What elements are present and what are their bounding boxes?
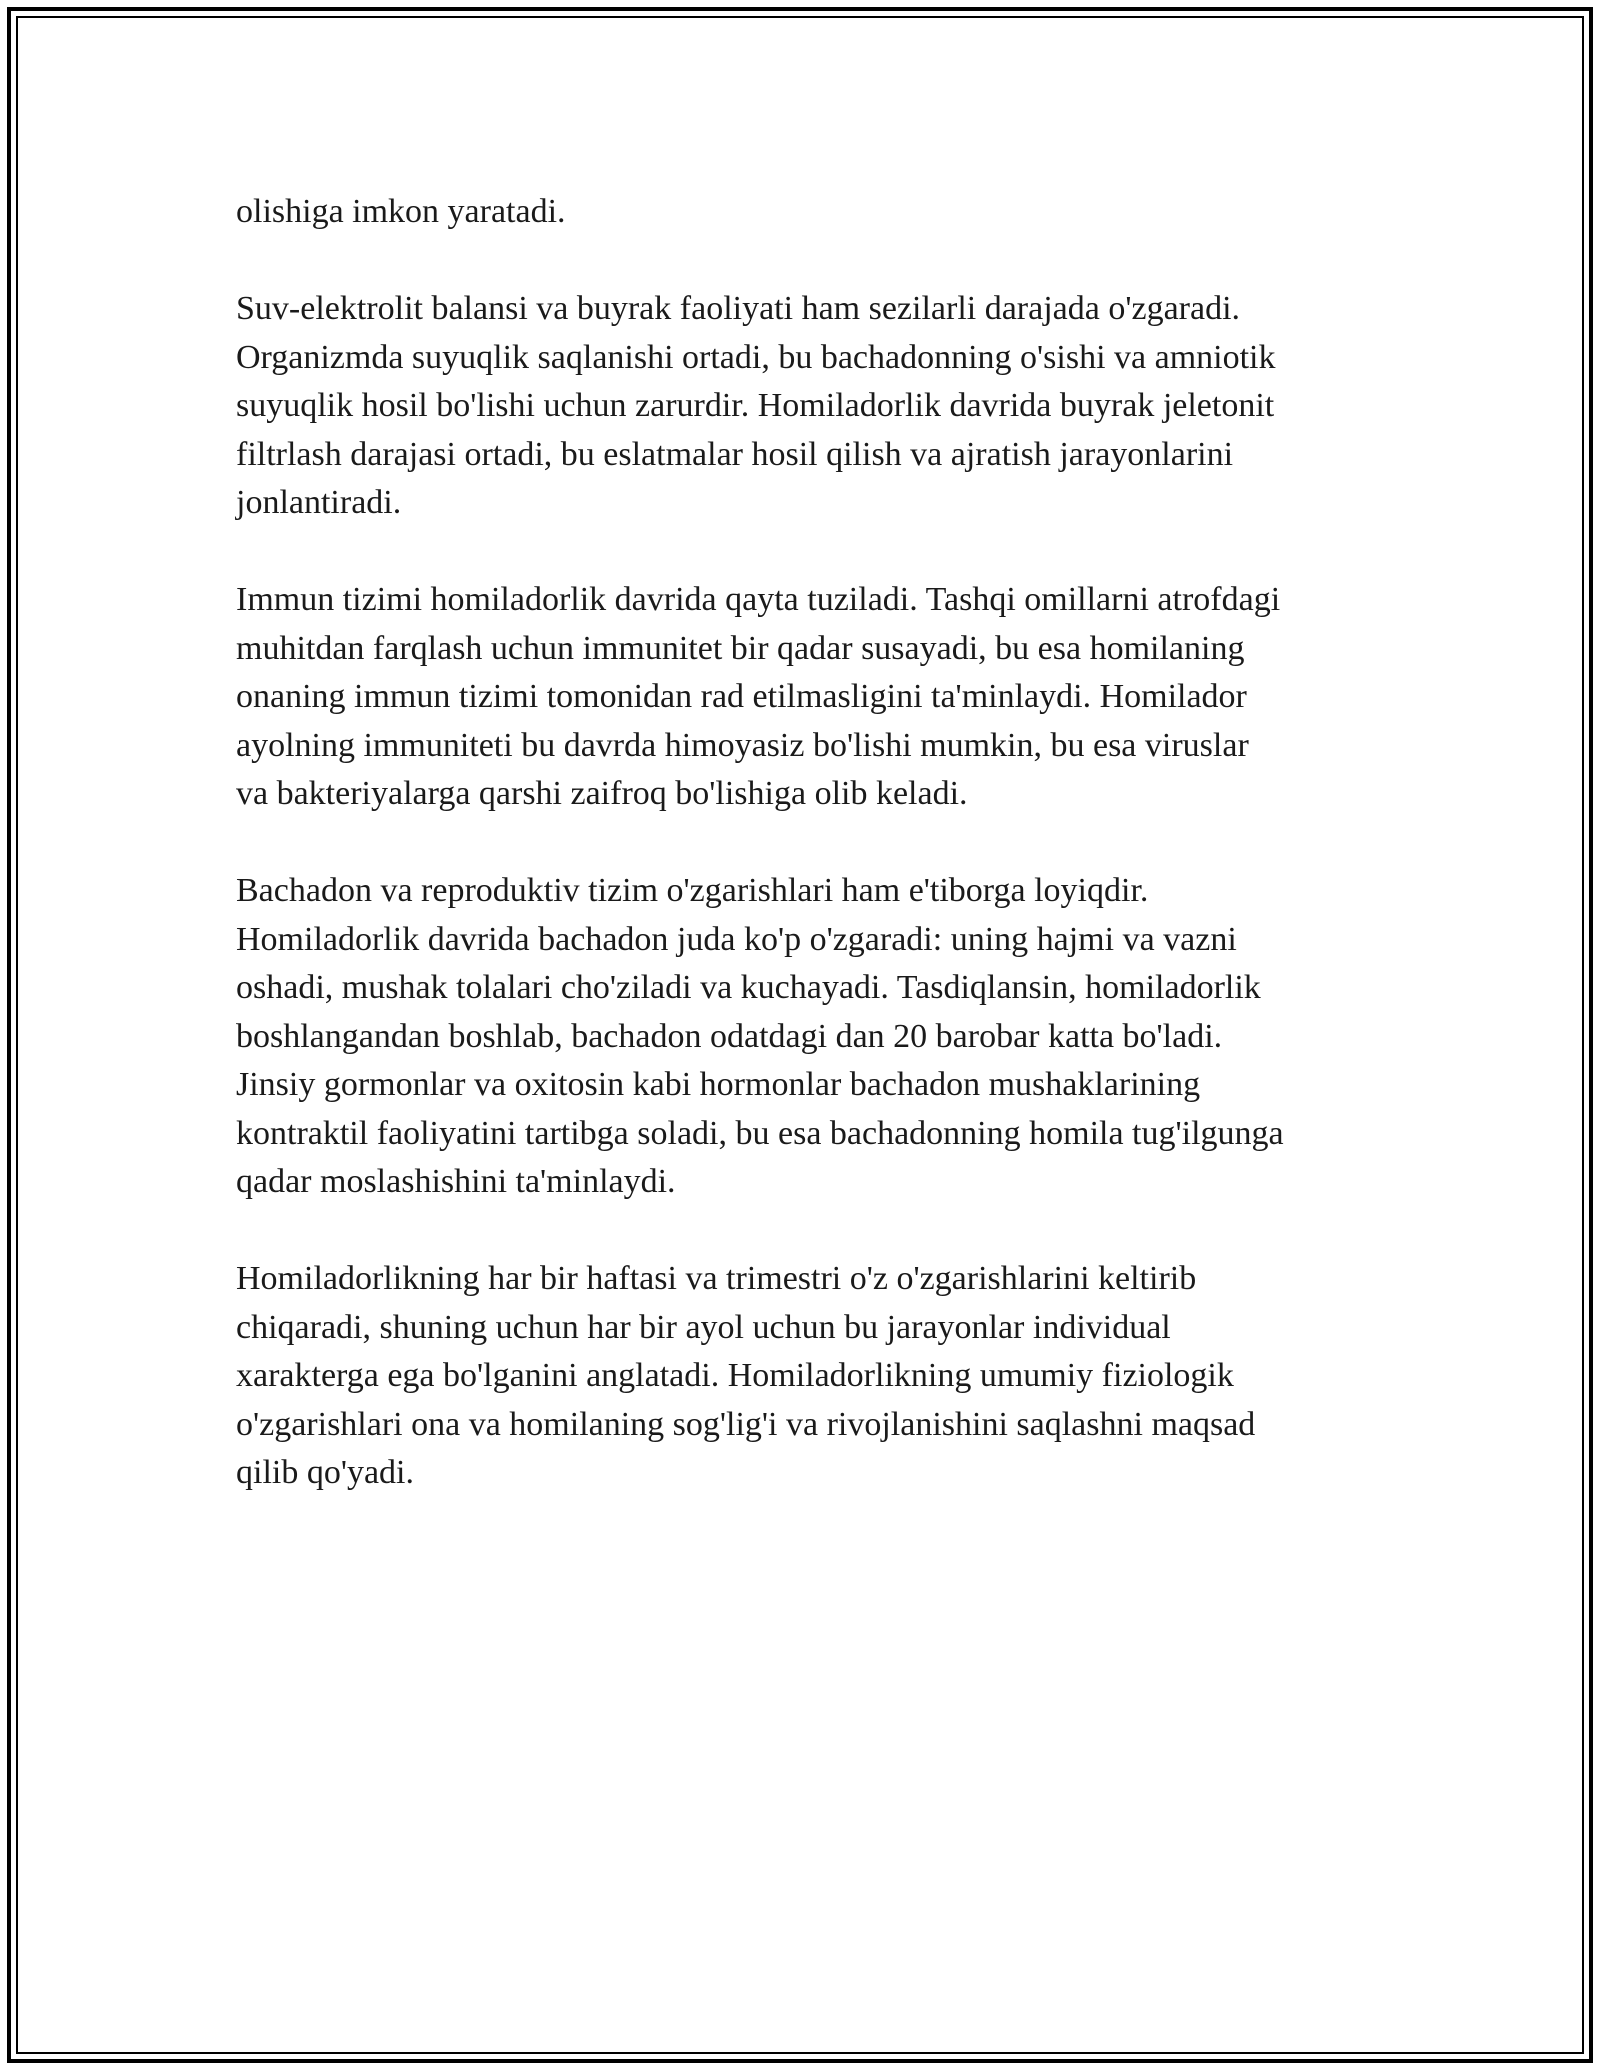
paragraph-1 (236, 188, 1396, 237)
paragraph-4 (236, 867, 1396, 1207)
text-line: Homiladorlik davrida bachadon juda ko'p o'zgaradi: uning hajmi va vazni (236, 920, 1237, 958)
text-line: xarakterga ega bo'lganini anglatadi. Homiladorlikning umumiy fiziologik (236, 1357, 1234, 1394)
text-line: muhitdan farqlash uchun immunitet bir qadar susayadi, bu esa homilaning (236, 629, 1245, 667)
text-line: filtrlash darajasi ortadi, bu eslatmalar hosil qilish va ajratish jarayonlarini (236, 435, 1234, 473)
text-line: o'zgarishlari ona va homilaning sog'lig'i va rivojlanishini saqlashni maqsad (236, 1405, 1256, 1443)
text-line: onaning immun tizimi tomonidan rad etilmasligini ta'minlaydi. Homilador (236, 678, 1247, 715)
text-line: olishiga imkon yaratadi. (236, 193, 566, 230)
text-line: boshlangandan boshlab, bachadon odatdagi dan 20 barobar katta bo'ladi. (236, 1017, 1223, 1055)
text-line: suyuqlik hosil bo'lishi uchun zarurdir. Homiladorlik davrida buyrak jeletonit (236, 387, 1275, 424)
paragraph-2 (236, 285, 1396, 528)
text-line: Immun tizimi homiladorlik davrida qayta tuziladi. Tashqi omillarni atrofdagi (236, 581, 1281, 618)
text-line: va bakteriyalarga qarshi zaifroq bo'lishiga olib keladi. (236, 775, 968, 812)
text-line: Suv-elektrolit balansi va buyrak faoliyati ham sezilarli darajada o'zgaradi. (236, 290, 1241, 327)
text-line: Jinsiy gormonlar va oxitosin kabi hormonlar bachadon mushaklarining (236, 1066, 1201, 1103)
text-line: Homiladorlikning har bir haftasi va trimestri o'z o'zgarishlarini keltirib (236, 1260, 1197, 1297)
text-line: kontraktil faoliyatini tartibga soladi, bu esa bachadonning homila tug'ilgunga (236, 1114, 1284, 1152)
text-line: Bachadon va reproduktiv tizim o'zgarishlari ham e'tiborga loyiqdir. (236, 872, 1149, 909)
text-line: ayolning immuniteti bu davrda himoyasiz bo'lishi mumkin, bu esa viruslar (236, 726, 1249, 764)
text-line: qadar moslashishini ta'minlaydi. (236, 1163, 676, 1200)
text-line: jonlantiradi. (236, 484, 402, 521)
text-line: qilib qo'yadi. (236, 1454, 415, 1491)
text-line: oshadi, mushak tolalari cho'ziladi va kuchayadi. Tasdiqlansin, homiladorlik (236, 969, 1261, 1006)
paragraph-3 (236, 576, 1396, 819)
text-line: Organizmda suyuqlik saqlanishi ortadi, bu bachadonning o'sishi va amniotik (236, 338, 1276, 376)
document-body (236, 188, 1396, 1546)
paragraph-5 (236, 1255, 1396, 1498)
text-line: chiqaradi, shuning uchun har bir ayol uchun bu jarayonlar individual (236, 1308, 1171, 1346)
